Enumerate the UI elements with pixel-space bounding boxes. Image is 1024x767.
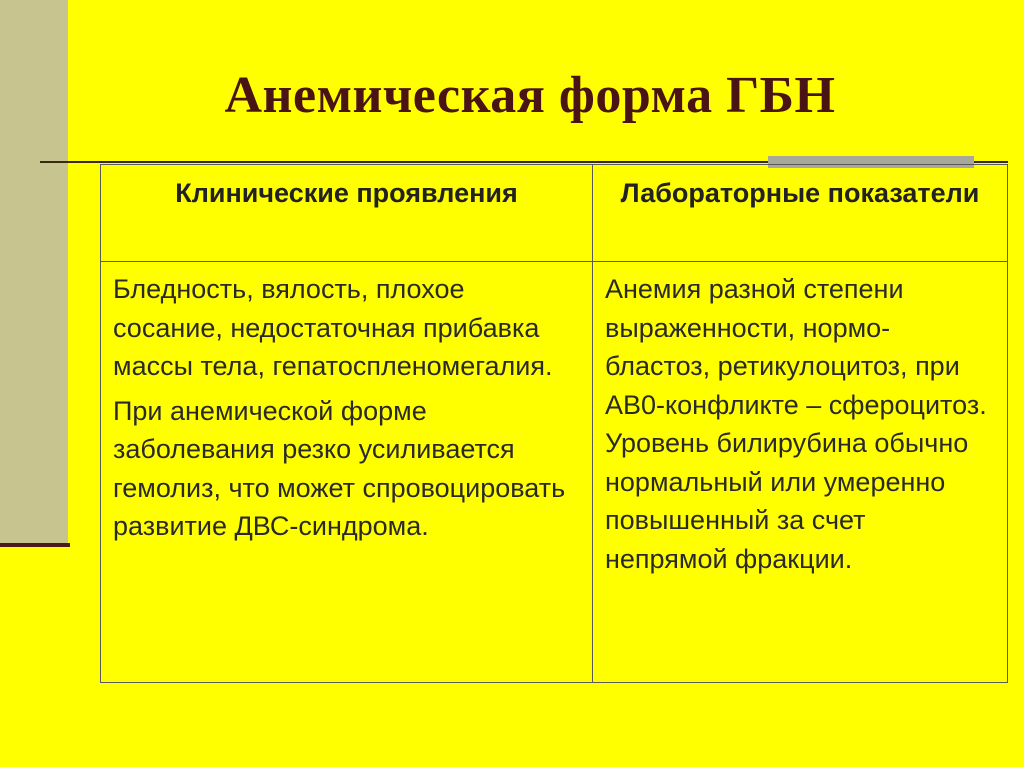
laboratory-paragraph-1: Анемия разной степени выраженности, нормо-бластоз, ретикулоцитоз, при АВ0-конфликте – сфероцитоз. Уровень билирубина обычно нормальный или умеренно повышенный за счет непрямой фракции. xyxy=(605,274,987,574)
cell-laboratory xyxy=(593,262,1008,683)
cell-clinical xyxy=(101,262,593,683)
header-clinical-label: Клинические проявления xyxy=(175,178,518,208)
clinical-paragraph-1: Бледность, вялость, плохое сосание, недостаточная прибавка массы тела, гепатоспленомегалия. xyxy=(113,274,553,381)
table-header-row xyxy=(101,165,1008,262)
slide-title: Анемическая форма ГБН xyxy=(224,67,836,124)
clinical-paragraph-2: При анемической форме заболевания резко усиливается гемолиз, что может спровоцировать развитие ДВС-синдрома. xyxy=(113,395,566,541)
side-decoration-bar xyxy=(0,0,68,543)
header-clinical xyxy=(101,165,593,262)
header-laboratory-label: Лабораторные показатели xyxy=(620,178,980,208)
table-row xyxy=(101,262,1008,683)
side-decoration-rule xyxy=(0,543,70,547)
comparison-table xyxy=(100,164,1008,683)
header-laboratory xyxy=(593,165,1008,262)
